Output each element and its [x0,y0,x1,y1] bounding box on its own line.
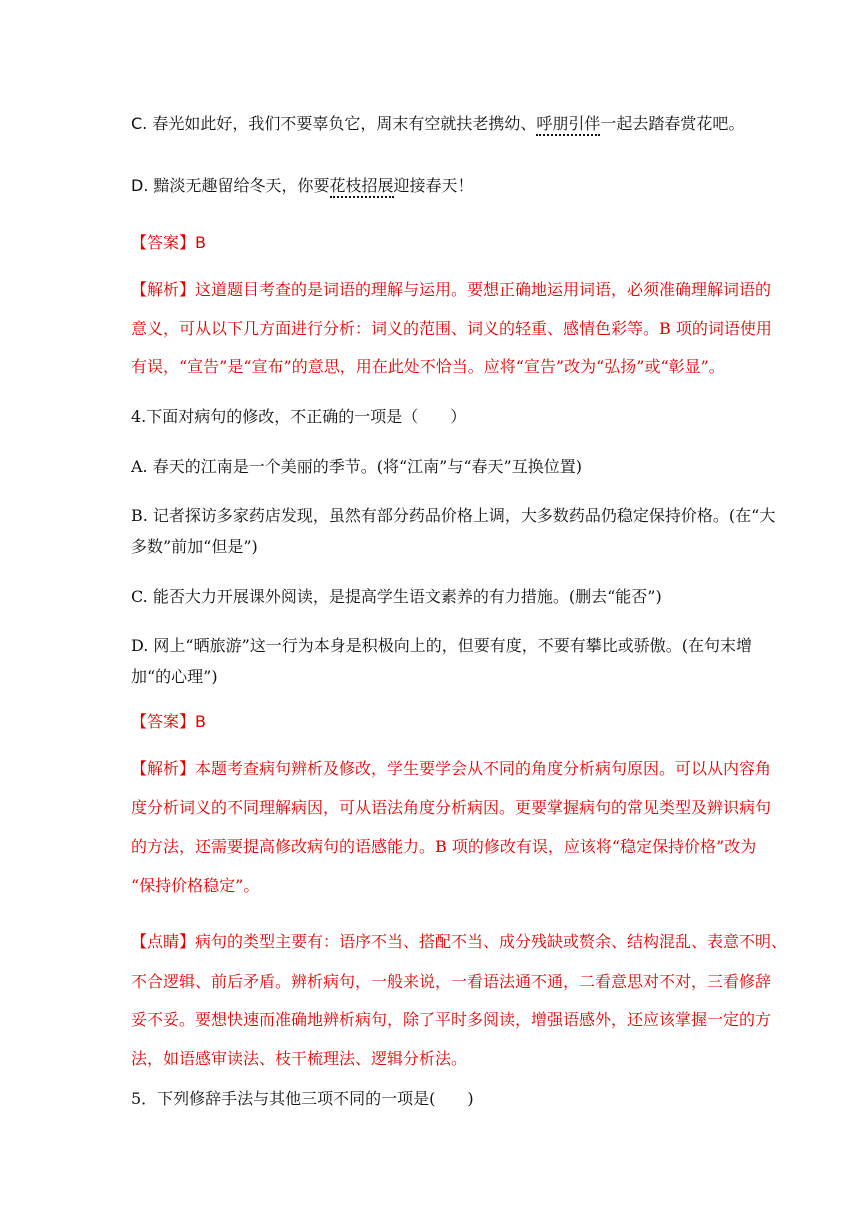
option-text-before: 黯淡无趣留给冬天，你要 [148,176,330,195]
q4-stem: 4.下面对病句的修改，不正确的一项是（ ） [131,407,467,426]
q4-tip-line-4: 法，如语感审读法、枝干梳理法、逻辑分析法。 [131,1049,468,1068]
q3-option-d [131,176,751,196]
analysis-label: 【解析】 [131,280,196,299]
answer-label: 【答案】 [131,712,196,731]
q3-analysis-line-2: 意义，可从以下几方面进行分析：词义的范围、词义的轻重、感情色彩等。B 项的词语使用 [131,319,772,338]
q3-analysis-line-3: 有误，“宣告”是“宣布”的意思，用在此处不恰当。应将“宣告”改为“弘扬”或“彰显”。 [131,357,725,376]
emphasized-phrase: 花枝招展 [330,176,394,198]
q3-option-c [131,114,751,134]
q4-analysis-line-1 [131,759,772,779]
q5-stem: 5．下列修辞手法与其他三项不同的一项是( ) [131,1089,474,1108]
analysis-text: 本题考查病句辨析及修改，学生要学会从不同的角度分析病句原因。可以从内容角 [195,759,772,778]
q4-option-b-line-2: 多数”前加“但是”) [131,537,258,556]
q4-tip-line-1 [131,932,788,952]
q4-analysis-line-2: 度分析词义的不同理解病因，可从语法角度分析病因。更要掌握病句的常见类型及辨识病句 [131,798,772,817]
answer-label: 【答案】 [131,233,196,252]
q4-option-a: A. 春天的江南是一个美丽的季节。(将“江南”与“春天”互换位置) [131,457,582,476]
tip-label: 【点睛】 [131,932,196,951]
answer-value: B [195,233,206,252]
option-text-after: 一起去踏春赏花吧。 [600,114,745,133]
tip-text: 病句的类型主要有：语序不当、搭配不当、成分残缺或赘余、结构混乱、表意不明、 [195,932,788,951]
option-text-before: 春光如此好，我们不要辜负它，周末有空就扶老携幼、 [147,114,537,133]
q4-tip-line-3: 妥不妥。要想快速而准确地辨析病句，除了平时多阅读，增强语感外，还应该掌握一定的方 [131,1010,772,1029]
q3-answer [131,233,751,253]
q4-answer [131,712,751,732]
option-text-after: 迎接春天！ [393,176,474,195]
q4-analysis-line-4: “保持价格稳定”。 [131,876,260,895]
analysis-text: 这道题目考查的是词语的理解与运用。要想正确地运用词语，必须准确理解词语的 [195,280,772,299]
q4-analysis-line-3: 的方法，还需要提高修改病句的语感能力。B 项的修改有误，应该将“稳定保持价格”改为 [131,837,757,856]
q4-option-c: C. 能否大力开展课外阅读，是提高学生语文素养的有力措施。(删去“能否”) [131,587,662,606]
option-letter: C. [131,114,148,133]
answer-value: B [195,712,206,731]
option-letter: D. [131,176,149,195]
q4-option-b-line-1: B. 记者探访多家药店发现，虽然有部分药品价格上调，大多数药品仍稳定保持价格。(在“大 [131,506,776,525]
analysis-label: 【解析】 [131,759,196,778]
q4-tip-line-2: 不合逻辑、前后矛盾。辨析病句，一般来说，一看语法通不通，二看意思对不对，三看修辞 [131,972,772,991]
q4-option-d-line-1: D. 网上“晒旅游”这一行为本身是积极向上的，但要有度，不要有攀比或骄傲。(在句末增 [131,636,753,655]
q4-option-d-line-2: 加“的心理”) [131,667,218,686]
emphasized-phrase: 呼朋引伴 [536,114,600,136]
q3-analysis-line-1 [131,280,772,300]
